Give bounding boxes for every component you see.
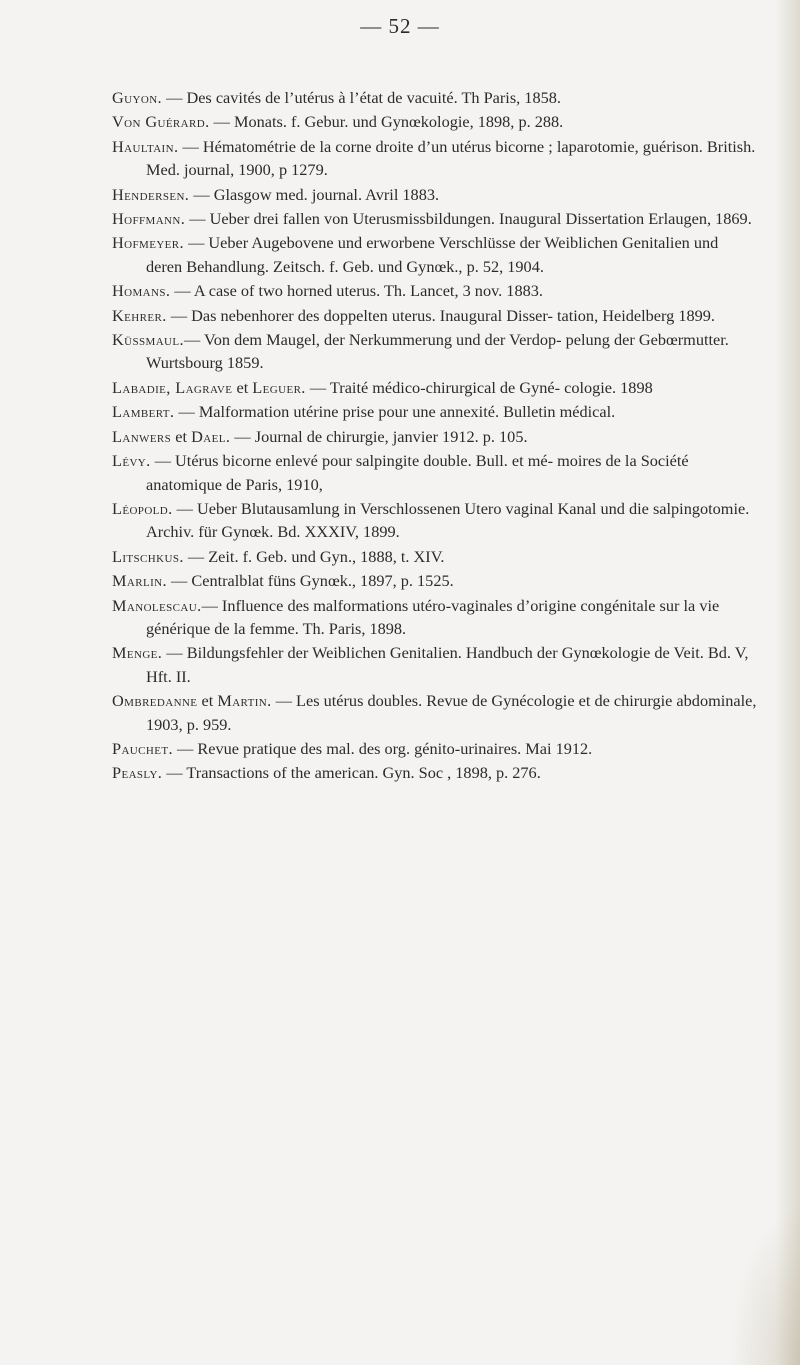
bibliography-entry — [112, 231, 757, 278]
entry-author: Menge. — [112, 643, 163, 663]
entry-text: — Malformation utérine prise pour une annexité. Bulletin médical. — [174, 402, 616, 422]
bibliography-entry — [112, 425, 757, 448]
entry-author: Ombredanne — [112, 691, 198, 711]
entry-text: — Journal de chirurgie, janvier 1912. p. 105. — [230, 426, 528, 446]
entry-author: Hoffmann. — [112, 209, 186, 229]
entry-text: — Glasgow med. journal. Avril 1883. — [189, 184, 440, 204]
entry-author: Küssmaul. — [112, 330, 184, 350]
entry-author: Lanwers — [112, 426, 172, 446]
entry-author: Pauchet. — [112, 738, 173, 758]
entry-text: et — [171, 426, 192, 446]
entry-text: — Ueber Blutausamlung in Verschlossenen Utero vaginal Kanal und die salpingotomie. Archiv. für Gynœk. Bd. XXXIV, 1899. — [146, 498, 750, 542]
bibliography-entry — [112, 279, 757, 302]
entry-text: — Transactions of the american. Gyn. Soc , 1898, p. 276. — [162, 763, 541, 783]
entry-text: — Centralblat füns Gynœk., 1897, p. 1525. — [166, 571, 454, 591]
bibliography-entry — [112, 737, 757, 760]
entry-author: Kehrer. — [112, 305, 167, 325]
entry-author: Lévy. — [112, 451, 151, 471]
entry-author: Peasly. — [112, 763, 163, 783]
entry-author: Haultain. — [112, 136, 179, 156]
entry-text: — Revue pratique des mal. des org. génito-urinaires. Mai 1912. — [172, 738, 593, 758]
entry-author: Dael. — [191, 426, 231, 446]
bibliography-list — [112, 86, 757, 786]
bibliography-entry — [112, 207, 757, 230]
page-edge-stain — [776, 0, 800, 1365]
bibliography-entry — [112, 376, 757, 399]
entry-author: Marlin. — [112, 571, 167, 591]
bibliography-entry — [112, 545, 757, 568]
entry-text: — Utérus bicorne enlevé pour salpingite double. Bull. et mé- moires de la Société anatomique de Paris, 1910, — [146, 451, 689, 494]
entry-text: — Von dem Maugel, der Nerkummerung und der Verdop- pelung der Gebœrmutter. Wurtsbourg 1859. — [146, 330, 729, 373]
bibliography-entry — [112, 400, 757, 423]
entry-author: Homans. — [112, 281, 171, 301]
entry-text: — Des cavités de l’utérus à l’état de vacuité. Th Paris, 1858. — [162, 88, 561, 107]
entry-author: Lambert. — [112, 402, 175, 422]
entry-author: Guyon. — [112, 88, 163, 107]
bibliography-entry — [112, 304, 757, 327]
entry-text: — Influence des malformations utéro-vaginales d’origine congénitale sur la vie générique de la femme. Th. Paris, 1898. — [146, 595, 720, 638]
entry-author: Martin. — [217, 691, 272, 711]
entry-author: Von Guérard. — [112, 112, 210, 132]
bibliography-entry — [112, 594, 757, 641]
entry-text: — Les utérus doubles. Revue de Gynécologie et de chirurgie abdominale, 1903, p. 959. — [146, 691, 757, 734]
entry-text: — Ueber drei fallen von Uterusmissbildungen. Inaugural Dissertation Erlaugen, 1869. — [185, 209, 752, 229]
entry-author: Hofmeyer. — [112, 233, 184, 253]
bibliography-entry — [112, 183, 757, 206]
entry-text: et — [197, 691, 218, 711]
page-number: — 52 — — [360, 14, 440, 38]
entry-text: — Monats. f. Gebur. und Gynœkologie, 1898, p. 288. — [209, 112, 564, 132]
bibliography-entry — [112, 86, 757, 109]
bibliography-entry — [112, 328, 757, 375]
entry-author: Labadie, Lagrave — [112, 377, 233, 397]
entry-author: Léopold. — [112, 498, 173, 518]
entry-text: — Bildungsfehler der Weiblichen Genitalien. Handbuch der Gynœkologie de Veit. Bd. V, Hft. II. — [146, 643, 749, 686]
entry-text: — A case of two horned uterus. Th. Lancet, 3 nov. 1883. — [170, 281, 543, 301]
entry-text: — Zeit. f. Geb. und Gyn., 1888, t. XIV. — [183, 546, 445, 566]
entry-author: Leguer. — [252, 377, 306, 397]
entry-text: — Das nebenhorer des doppelten uterus. Inaugural Disser- tation, Heidelberg 1899. — [166, 305, 715, 325]
page-corner-stain — [730, 1205, 800, 1365]
bibliography-entry — [112, 689, 757, 736]
entry-text: — Traité médico-chirurgical de Gyné- cologie. 1898 — [305, 377, 653, 397]
entry-author: Litschkus. — [112, 546, 184, 566]
bibliography-entry — [112, 135, 757, 182]
entry-text: — Ueber Augebovene und erworbene Verschlüsse der Weiblichen Genitalien und deren Behandlung. Zeitsch. f. Geb. und Gynœk., p. 52, 1904. — [146, 233, 719, 276]
entry-author: Manolescau. — [112, 595, 202, 615]
bibliography-entry — [112, 761, 757, 784]
bibliography-entry — [112, 641, 757, 688]
bibliography-entry — [112, 497, 757, 544]
bibliography-entry — [112, 569, 757, 592]
entry-text: — Hématométrie de la corne droite d’un utérus bicorne ; laparotomie, guérison. British. Med. journal, 1900, p 1279. — [146, 136, 756, 180]
bibliography-entry — [112, 449, 757, 496]
entry-author: Hendersen. — [112, 184, 190, 204]
entry-text: et — [232, 377, 253, 397]
bibliography-entry — [112, 110, 757, 133]
